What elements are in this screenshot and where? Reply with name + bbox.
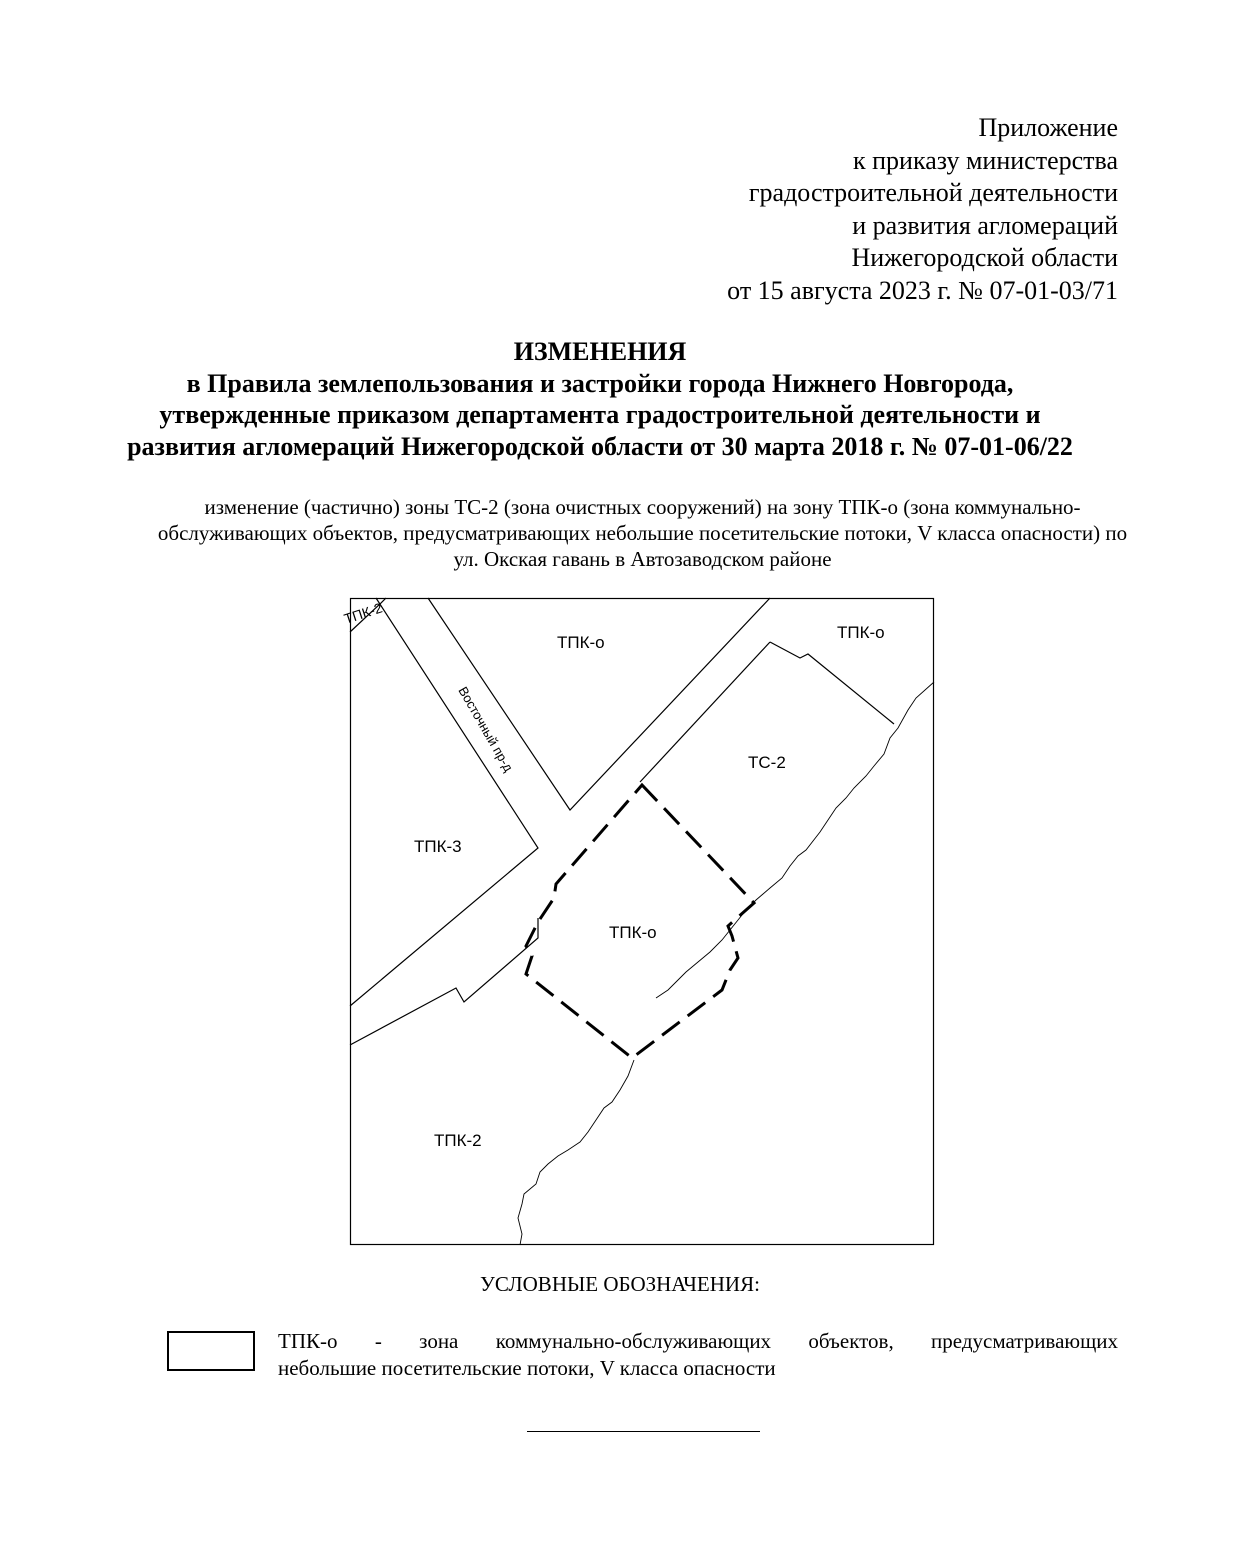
zone-label: ТС-2 [748, 753, 786, 772]
document-title [0, 336, 1200, 462]
zone-label: ТПК-о [557, 633, 605, 652]
appendix-header [727, 112, 1118, 307]
change-description: изменение (частично) зоны ТС-2 (зона очистных сооружений) на зону ТПК-о (зона коммунально-обслуживающих объектов, предусматривающих небольшие посетительские потоки, V класса опасности) по ул. Окская гавань в Автозаводском районе [157, 495, 1128, 571]
legend-item-line: ТПК-о - зона коммунально-обслуживающих объектов, предусматривающих [278, 1329, 1118, 1353]
legend-title: УСЛОВНЫЕ ОБОЗНАЧЕНИЯ: [480, 1272, 760, 1296]
street-label: Восточный пр-д [455, 684, 517, 775]
legend-item-text [278, 1328, 1118, 1382]
appendix-line: Приложение [978, 113, 1118, 142]
appendix-line: градостроительной деятельности [748, 178, 1118, 207]
title-line: утвержденные приказом департамента градостроительной деятельности и [159, 400, 1041, 429]
title-heading: ИЗМЕНЕНИЯ [513, 337, 687, 366]
title-line: развития агломераций Нижегородской области от 30 марта 2018 г. № 07-01-06/22 [127, 431, 1073, 461]
appendix-line: к приказу министерства [853, 145, 1118, 175]
legend-item-line: небольшие посетительские потоки, V класса опасности [278, 1356, 776, 1380]
divider-line [527, 1431, 760, 1432]
appendix-line: от 15 августа 2023 г. № 07-01-03/71 [727, 275, 1118, 305]
zone-label: ТПК-о [837, 623, 885, 642]
zone-label: ТПК-3 [414, 837, 462, 856]
appendix-line: и развития агломераций [852, 210, 1118, 240]
title-line: в Правила землепользования и застройки города Нижнего Новгорода, [186, 368, 1014, 398]
zone-label: ТПК-2 [434, 1131, 482, 1150]
corner-zone-label: ТПК-2 [341, 599, 385, 627]
zone-label: ТПК-о [609, 923, 657, 942]
legend-symbol-box [167, 1331, 255, 1371]
appendix-line: Нижегородской области [851, 243, 1118, 272]
zoning-map [341, 598, 934, 1245]
